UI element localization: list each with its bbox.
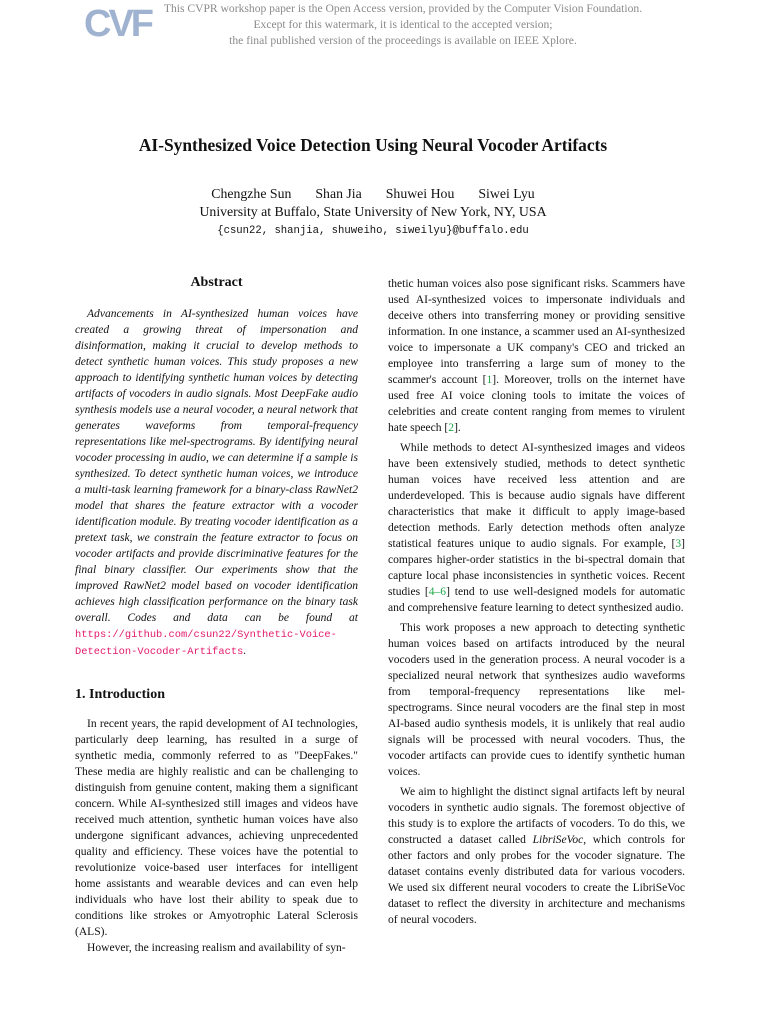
- author-name: Shuwei Hou: [385, 186, 455, 201]
- text-run: ].: [454, 422, 461, 434]
- watermark-line: Except for this watermark, it is identical to the accepted version;: [253, 18, 553, 31]
- text-run: thetic human voices also pose significant risks. Scammers have used AI-synthesized voices to impersonate individuals and deceive others into transferring money or providing sensitive information. In one instance, a scammer used an AI-synthesized voice to impersonate a UK company's CEO and tricked an employee into transferring a large sum of money to the scammer's account [: [388, 278, 685, 386]
- body-paragraph: [388, 276, 685, 436]
- body-paragraph: [388, 784, 685, 928]
- right-column: [388, 276, 685, 932]
- abstract-heading: Abstract: [190, 275, 243, 290]
- citation-link[interactable]: 2: [448, 422, 455, 434]
- text-run: ] tend to use well-designed models for automatic and comprehensive feature learning to detect synthesized audio.: [388, 586, 685, 614]
- abstract-end: .: [243, 645, 247, 657]
- watermark-line: This CVPR workshop paper is the Open Access version, provided by the Computer Vision Foundation.: [163, 2, 643, 15]
- watermark-line: the final published version of the proceedings is available on IEEE Xplore.: [229, 34, 577, 47]
- citation-link[interactable]: 4–6: [428, 586, 447, 598]
- affiliation: University at Buffalo, State University of New York, NY, USA: [199, 204, 547, 219]
- citation-link[interactable]: 3: [675, 538, 682, 550]
- citation-link[interactable]: 1: [486, 374, 493, 386]
- intro-paragraph: However, the increasing realism and availability of syn-: [87, 942, 346, 954]
- author-name: Chengzhe Sun: [211, 186, 292, 201]
- author-name: Shan Jia: [315, 186, 362, 201]
- dataset-name: LibriSeVoc: [532, 834, 584, 846]
- body-paragraph: [388, 440, 685, 616]
- author-name: Siwei Lyu: [478, 186, 535, 201]
- section-heading-introduction: 1. Introduction: [75, 687, 165, 702]
- abstract-text: [75, 306, 358, 660]
- intro-paragraph: In recent years, the rapid development of AI technologies, particularly deep learning, has resulted in a surge of synthetic media, commonly referred to as "DeepFakes." These media are highly realistic and can be challenging to distinguish from genuine content, making them a significant concern. While AI-synthesized still images and videos have received much attention, synthetic human voices have also undergone significant advances, achieving unprecedented quality and efficiency. These voices have the potential to revolutionize voice-based user interfaces for intelligent home assistants and wearable devices and can even help individuals who have lost their ability to speak due to conditions like strokes or Amyotrophic Lateral Sclerosis (ALS).: [75, 718, 358, 938]
- text-run: While methods to detect AI-synthesized images and videos have been extensively studied, methods to detect synthetic human voices have received less attention and are underdeveloped. This is because audio signals have different characteristics that make it difficult to apply image-based detection methods. Early detection methods often analyze statistical features unique to audio signals. For example, [: [388, 442, 685, 550]
- code-link[interactable]: https://github.com/csun22/Synthetic-Voice-Detection-Vocoder-Artifacts: [75, 629, 337, 658]
- cvf-logo: CVF: [84, 3, 151, 45]
- body-paragraph: This work proposes a new approach to detecting synthetic human voices based on artifacts introduced by the neural vocoders used in the generation process. A neural vocoder is a specialized neural network that synthesizes audio waveforms from temporal-frequency representations like mel-spectrograms. Since neural vocoders are the final step in most AI-based audio synthesis models, it is unlikely that real audio signals will be processed with neural vocoders. Thus, the vocoder artifacts can provide cues to identify synthetic human voices.: [388, 622, 685, 778]
- text-run: ] compares higher-order statistics in the bi-spectral domain that capture local phase inconsistencies in synthetic voices. Recent studies [: [388, 538, 685, 598]
- open-access-watermark: [150, 1, 656, 49]
- text-run: , which controls for other factors and only probes for the vocoder signature. The dataset contains evenly distributed data for various vocoders. We used six different neural vocoders to create the LibriSeVoc dataset to reflect the diversity in architecture and mechanisms of neural vocoders.: [388, 834, 685, 926]
- abstract-body: Advancements in AI-synthesized human voices have created a growing threat of impersonation and disinformation, making it crucial to develop methods to detect synthetic human voices. This study proposes a new approach to identifying synthetic human voices by detecting artifacts of vocoders in audio signals. Most DeepFake audio synthesis models use a neural vocoder, a neural network that generates waveforms from temporal-frequency representations like mel-spectrograms. By identifying neural vocoder processing in audio, we can determine if a sample is synthesized. To detect synthetic human voices, we introduce a multi-task learning framework for a binary-class RawNet2 model that shares the feature extractor with a vocoder identification module. By treating vocoder identification as a pretext task, we constrain the feature extractor to focus on vocoder artifacts and provide discriminative features for the final binary classifier. Our experiments show that the improved RawNet2 model based on vocoder identification achieves high classification performance on the binary task overall. Codes and data can be found at: [75, 308, 358, 624]
- author-block: [0, 185, 746, 221]
- text-run: ]. Moreover, trolls on the internet have used free AI voice cloning tools to imitate the voices of celebrities and create content ranging from memes to virulent hate speech [: [388, 374, 685, 434]
- author-names: [0, 185, 746, 203]
- text-run: We aim to highlight the distinct signal artifacts left by neural vocoders in synthetic audio signals. The foremost objective of this study is to explore the artifacts of vocoders. To do this, we constructed a dataset called: [388, 786, 685, 846]
- paper-title: AI-Synthesized Voice Detection Using Neural Vocoder Artifacts: [138, 135, 608, 155]
- left-column: [75, 274, 358, 956]
- author-emails: {csun22, shanjia, shuweiho, siweilyu}@buffalo.edu: [217, 225, 529, 237]
